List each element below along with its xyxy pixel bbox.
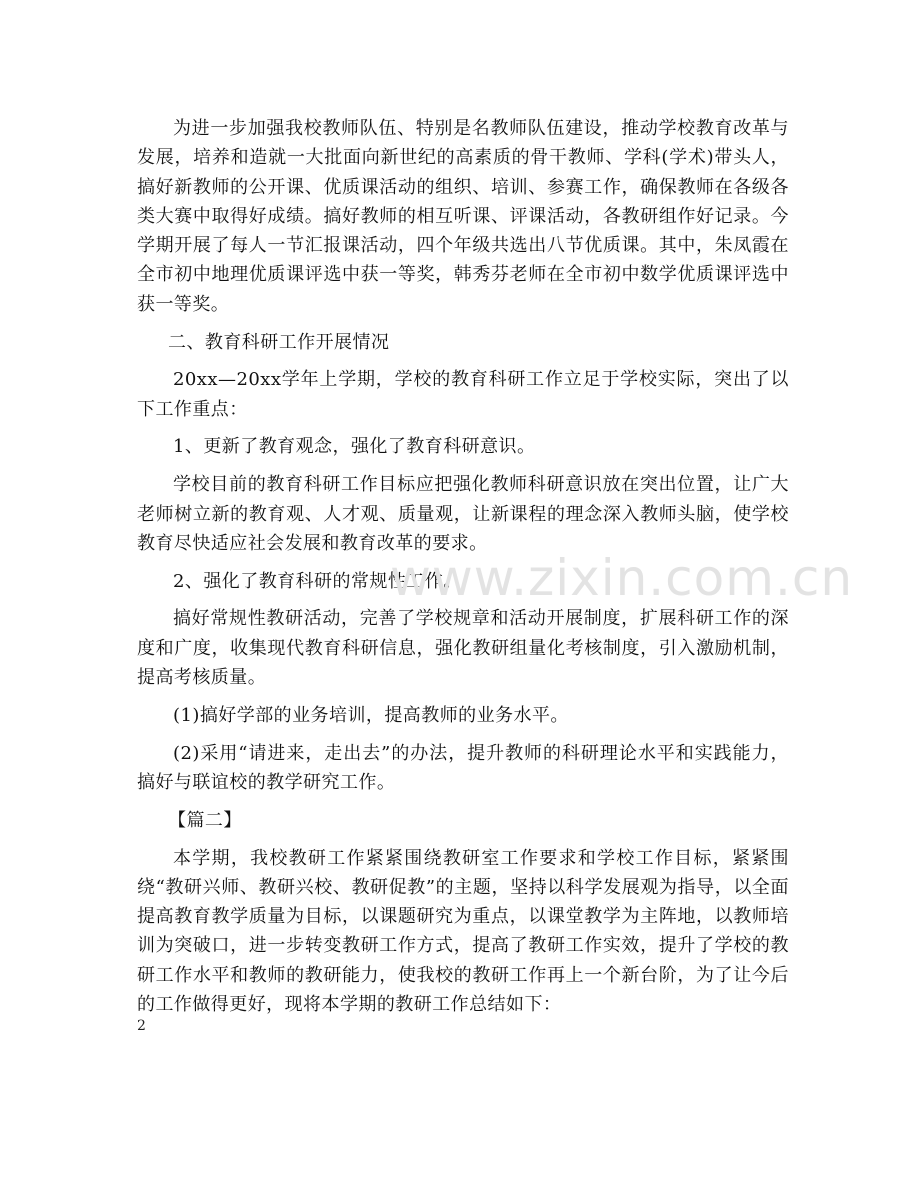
item-heading-2: 2、强化了教育科研的常规性工作。	[173, 570, 462, 592]
paragraph-routine-work: 搞好常规性教研活动，完善了学校规章和活动开展制度，扩展科研工作的深度和广度，收集现代教育科研信息，强化教研组量化考核制度，引入激励机制，提高考核质量。	[137, 608, 789, 689]
paragraph-teacher-team: 为进一步加强我校教师队伍、特别是名教师队伍建设，推动学校教育改革与发展，培养和造就一大批面向新世纪的高素质的骨干教师、学科(学术)带头人，搞好新教师的公开课、优质课活动的组织、培训、参赛工作，确保教师在各级各类大赛中取得好成绩。搞好教师的相互听课、评课活动，各教研组作好记录。今学期开展了每人一节汇报课活动，四个年级共选出八节优质课。其中，朱凤霞在全市初中地理优质课评选中获一等奖，韩秀芬老师在全市初中数学优质课评选中获一等奖。	[137, 118, 789, 315]
page-number: 2	[137, 1018, 146, 1034]
section-heading-part-two: 【篇二】	[168, 809, 242, 831]
sub-item-2: (2)采用“请进来，走出去”的办法，提升教师的科研理论水平和实践能力，搞好与联谊校的教学研究工作。	[137, 742, 789, 793]
paragraph-semester-intro: 20xx—20xx学年上学期，学校的教育科研工作立足于学校实际，突出了以下工作重点：	[137, 369, 789, 420]
document-body	[137, 114, 789, 1019]
paragraph-research-goal: 学校目前的教育科研工作目标应把强化教师科研意识放在突出位置，让广大老师树立新的教育观、人才观、质量观，让新课程的理念深入教师头脑，使学校教育尽快适应社会发展和教育改革的要求。	[137, 474, 789, 554]
watermark-text: www.zixin.com.cn	[390, 549, 854, 607]
section-heading-research: 二、教育科研工作开展情况	[168, 331, 390, 353]
item-heading-1: 1、更新了教育观念，强化了教育科研意识。	[173, 436, 536, 458]
paragraph-part-two-intro: 本学期，我校教研工作紧紧围绕教研室工作要求和学校工作目标，紧紧围绕“教研兴师、教研兴校、教研促教”的主题，坚持以科学发展观为指导，以全面提高教育教学质量为目标，以课题研究为重点，以课堂教学为主阵地，以教师培训为突破口，进一步转变教研工作方式，提高了教研工作实效，提升了学校的教研工作水平和教师的教研能力，使我校的教研工作再上一个新台阶，为了让今后的工作做得更好，现将本学期的教研工作总结如下：	[137, 847, 789, 1016]
sub-item-1: (1)搞好学部的业务培训，提高教师的业务水平。	[173, 704, 569, 726]
